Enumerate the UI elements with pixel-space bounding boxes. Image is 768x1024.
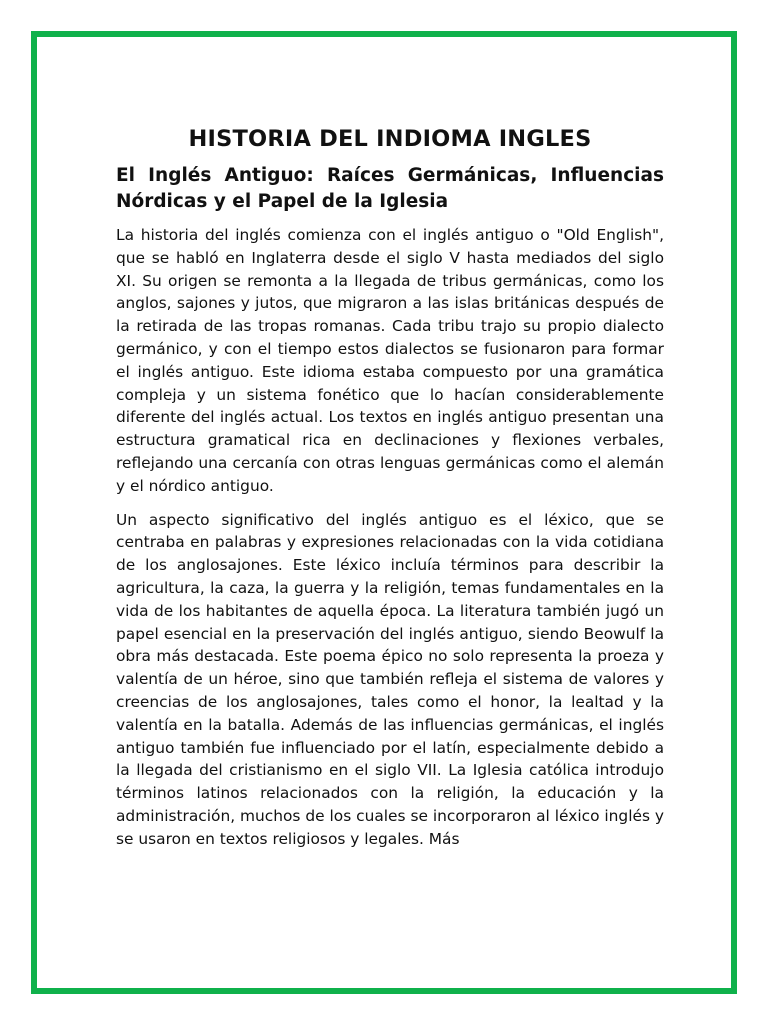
document-title: HISTORIA DEL INDIOMA INGLES	[188, 126, 592, 152]
section-heading: El Inglés Antiguo: Raíces Germánicas, Influencias Nórdicas y el Papel de la Iglesia	[116, 165, 664, 212]
document-content	[116, 91, 664, 851]
body-paragraph: La historia del inglés comienza con el inglés antiguo o "Old English", que se habló en Inglaterra desde el siglo V hasta mediados del siglo XI. Su origen se remonta a la llegada de tribus germánicas, como los anglos, sajones y jutos, que migraron a las islas británicas después de la retirada de las tropas romanas. Cada tribu trajo su propio dialecto germánico, y con el tiempo estos dialectos se fusionaron para formar el inglés antiguo. Este idioma estaba compuesto por una gramática compleja y un sistema fonético que lo hacían considerablemente diferente del inglés actual. Los textos en inglés antiguo presentan una estructura gramatical rica en declinaciones y flexiones verbales, reflejando una cercanía con otras lenguas germánicas como el alemán y el nórdico antiguo.	[116, 226, 664, 495]
green-page-border	[31, 31, 737, 994]
body-paragraph: Un aspecto significativo del inglés antiguo es el léxico, que se centraba en palabras y expresiones relacionadas con la vida cotidiana de los anglosajones. Este léxico incluía términos para describir la agricultura, la caza, la guerra y la religión, temas fundamentales en la vida de los habitantes de aquella época. La literatura también jugó un papel esencial en la preservación del inglés antiguo, siendo Beowulf la obra más destacada. Este poema épico no solo representa la proeza y valentía de un héroe, sino que también refleja el sistema de valores y creencias de los anglosajones, tales como el honor, la lealtad y la valentía en la batalla. Además de las influencias germánicas, el inglés antiguo también fue influenciado por el latín, especialmente debido a la llegada del cristianismo en el siglo VII. La Iglesia católica introdujo términos latinos relacionados con la religión, la educación y la administración, muchos de los cuales se incorporaron al léxico inglés y se usaron en textos religiosos y legales. Más	[116, 510, 664, 848]
